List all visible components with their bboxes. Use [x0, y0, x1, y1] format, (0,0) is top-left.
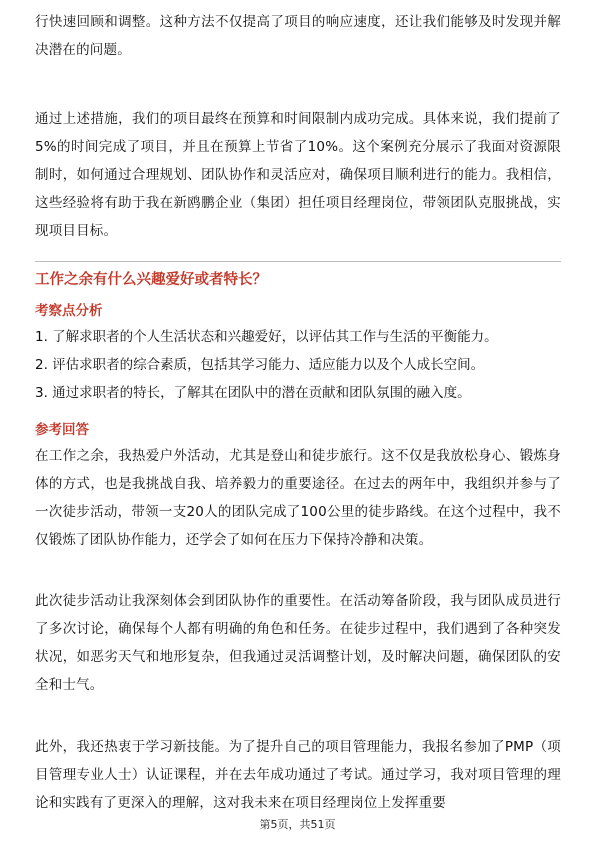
answer-paragraph: 此次徒步活动让我深刻体会到团队协作的重要性。在活动筹备阶段，我与团队成员进行了多次讨论，确保每个人都有明确的角色和任务。在徒步过程中，我们遇到了各种突发状况，如恶劣天气和地形复杂，但我通过灵活调整计划，及时解决问题，确保团队的安全和士气。 [35, 593, 561, 693]
analysis-item: 1. 了解求职者的个人生活状态和兴趣爱好，以评估其工作与生活的平衡能力。 [35, 329, 498, 345]
answer-paragraph: 此外，我还热衷于学习新技能。为了提升自己的项目管理能力，我报名参加了PMP（项目管理专业人士）认证课程，并在去年成功通过了考试。通过学习，我对项目管理的理论和实践有了更深入的理解，这对我未来在项目经理岗位上发挥重要 [35, 739, 561, 811]
answer-paragraph: 在工作之余，我热爱户外活动，尤其是登山和徒步旅行。这不仅是我放松身心、锻炼身体的方式，也是我挑战自我、培养毅力的重要途径。在过去的两年中，我组织并参与了一次徒步活动，带领一支20人的团队完成了100公里的徒步路线。在这个过程中，我不仅锻炼了团队协作能力，还学会了如何在压力下保持冷静和决策。 [35, 448, 561, 548]
analysis-item: 2. 评估求职者的综合素质，包括其学习能力、适应能力以及个人成长空间。 [35, 357, 485, 373]
continuation-paragraph: 行快速回顾和调整。这种方法不仅提高了项目的响应速度，还让我们能够及时发现并解决潜在的问题。 [35, 14, 561, 58]
answer-heading: 参考回答 [35, 422, 89, 438]
section-divider [35, 261, 561, 262]
page-number: 第5页，共51页 [259, 818, 336, 831]
question-title: 工作之余有什么兴趣爱好或者特长？ [35, 272, 267, 288]
conclusion-paragraph: 通过上述措施，我们的项目最终在预算和时间限制内成功完成。具体来说，我们提前了5%的时间完成了项目，并且在预算上节省了10%。这个案例充分展示了我面对资源限制时，如何通过合理规划、团队协作和灵活应对，确保项目顺利进行的能力。我相信，这些经验将有助于我在新鸥鹏企业（集团）担任项目经理岗位，带领团队克服挑战，实现项目目标。 [35, 111, 561, 239]
analysis-heading: 考察点分析 [35, 303, 103, 319]
analysis-item: 3. 通过求职者的特长，了解其在团队中的潜在贡献和团队氛围的融入度。 [35, 385, 471, 401]
